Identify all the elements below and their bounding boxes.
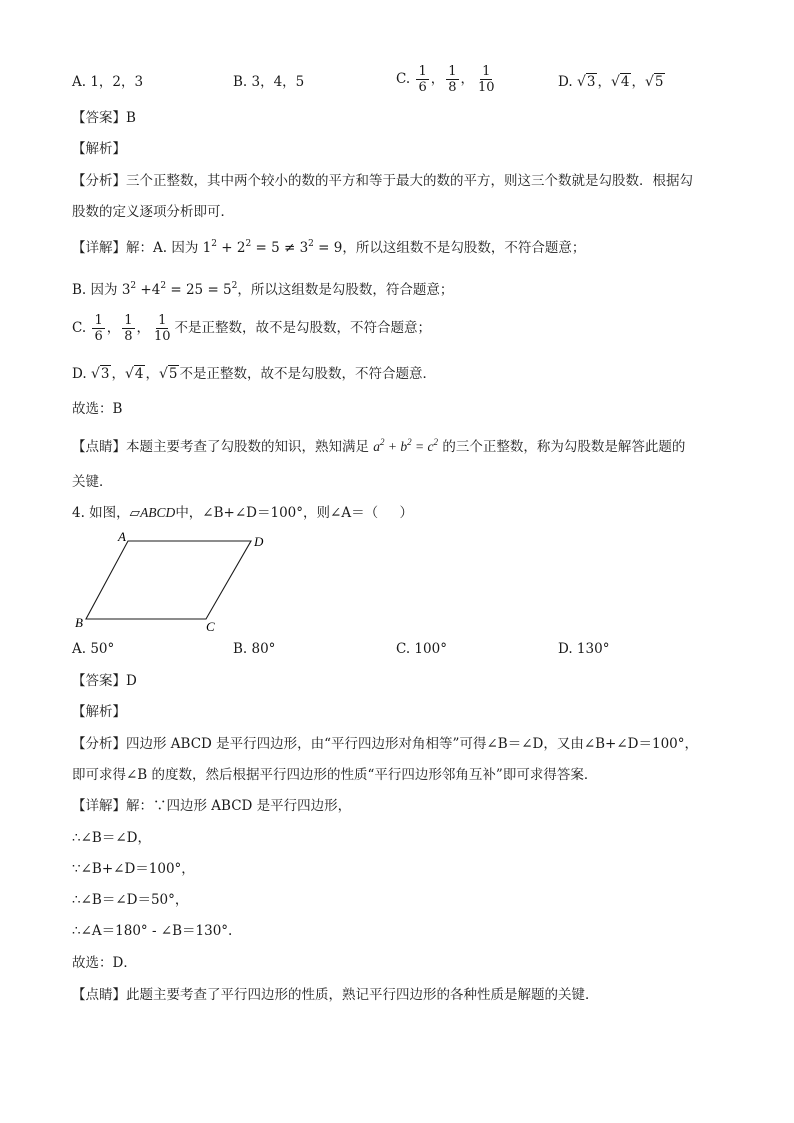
q3-choose: 故选：B [72,401,123,417]
sqrt: √5 [158,366,178,382]
q3-xiangjie-b: B. 因为 $3^2 +4^2 = 25 = 5^2$，所以这组数是勾股数，符合题意； [72,281,454,298]
q4-xiangjie-5: ∴∠A＝180° - ∠B＝130°. [72,923,233,939]
fraction: $\frac{1}{6}$ [94,313,103,344]
sqrt: √5 [644,74,664,90]
sqrt: √4 [124,366,144,382]
option-d-3: D. √3 ，√4 ，√5 [558,74,664,90]
q3-fenxi-1: 【分析】三个正整数，其中两个较小的数的平方和等于最大的数的平方，则这三个数就是勾股数．根据勾 [72,173,693,189]
q4-option-b: B. 80° [233,641,276,657]
q4-option-c: C. 100° [396,641,447,657]
fraction: $\frac{1}{8}$ [124,313,133,344]
q4-xiangjie-2: ∴∠B＝∠D， [72,830,151,846]
fraction: $\frac{1}{8}$ [448,64,457,95]
vertex-c-label: C [206,619,215,634]
q4-fenxi-2: 即可求得∠B 的度数，然后根据平行四边形的性质“平行四边形邻角互补”即可求得答案． [72,767,598,783]
vertex-d-label: D [254,534,264,549]
equation: $1^2 + 2^2 = 5 \ne 3^2 = 9$ [202,239,343,256]
fraction: $\frac{1}{10}$ [478,64,495,95]
q4-choose: 故选：D． [72,955,137,971]
q3-xiangjie-c: C. $\frac{1}{6}$ ， $\frac{1}{8}$ ， $\frac{1}{10}$ 不是正整数，故不是勾股数，不符合题意； [72,313,432,344]
equation: $a^2 + b^2 = c^2$ [373,437,439,454]
q3-dianjing: 【点睛】本题主要考查了勾股数的知识，熟知满足 $a^2 + b^2 = c^2$ 的三个正整数，称为勾股数是解答此题的 [72,437,686,455]
fraction: $\frac{1}{6}$ [418,64,427,95]
option-c-label: C. [396,71,411,87]
q4-xiangjie-4: ∴∠B＝∠D＝50°， [72,892,189,908]
sqrt: √4 [610,74,630,90]
q4-fenxi-1: 【分析】四边形 ABCD 是平行四边形，由“平行四边形对角相等”可得∠B＝∠D，又由∠B+∠D＝100°， [72,736,699,752]
equation: $3^2 +4^2 = 25 = 5^2$ [121,281,238,298]
q4-answer: 【答案】D [72,673,137,689]
q4-analysis-tag: 【解析】 [72,704,126,720]
q3-fenxi-2: 股数的定义逐项分析即可． [72,204,234,220]
q3-xiangjie-a: 【详解】解：A. 因为 $1^2 + 2^2 = 5 \ne 3^2 = 9$，所以这组数不是勾股数，不符合题意； [72,239,586,256]
option-c-3: C. $\frac{1}{6}$ ， $\frac{1}{8}$ ， $\frac{1}{10}$ [396,64,495,95]
q4-dianjing: 【点睛】此题主要考查了平行四边形的性质，熟记平行四边形的各种性质是解题的关键． [72,987,599,1003]
q4-option-a: A. 50° [72,641,115,657]
parallelogram-figure [70,528,270,638]
sqrt: √3 [576,74,596,90]
q3-answer: 【答案】B [72,110,136,126]
fraction: $\frac{1}{10}$ [154,313,171,344]
q3-dianjing-2: 关键． [72,474,113,490]
q3-xiangjie-d: D. √3 ，√4 ，√5 不是正整数，故不是勾股数，不符合题意． [72,366,436,382]
option-b-3: B. 3，4，5 [233,74,305,90]
q4-option-d: D. 130° [558,641,610,657]
q3-analysis-tag: 【解析】 [72,141,126,157]
q4-xiangjie-1: 【详解】解：∵四边形 ABCD 是平行四边形， [72,798,352,814]
sqrt: √3 [90,366,110,382]
vertex-b-label: B [75,615,83,630]
option-a-3: A. 1，2，3 [72,74,144,90]
q4-stem: 4. 如图，▱ABCD中，∠B+∠D＝100°，则∠A＝（ ） [72,505,414,521]
vertex-a-label: A [118,529,126,544]
q4-xiangjie-3: ∵∠B+∠D＝100°， [72,861,195,877]
